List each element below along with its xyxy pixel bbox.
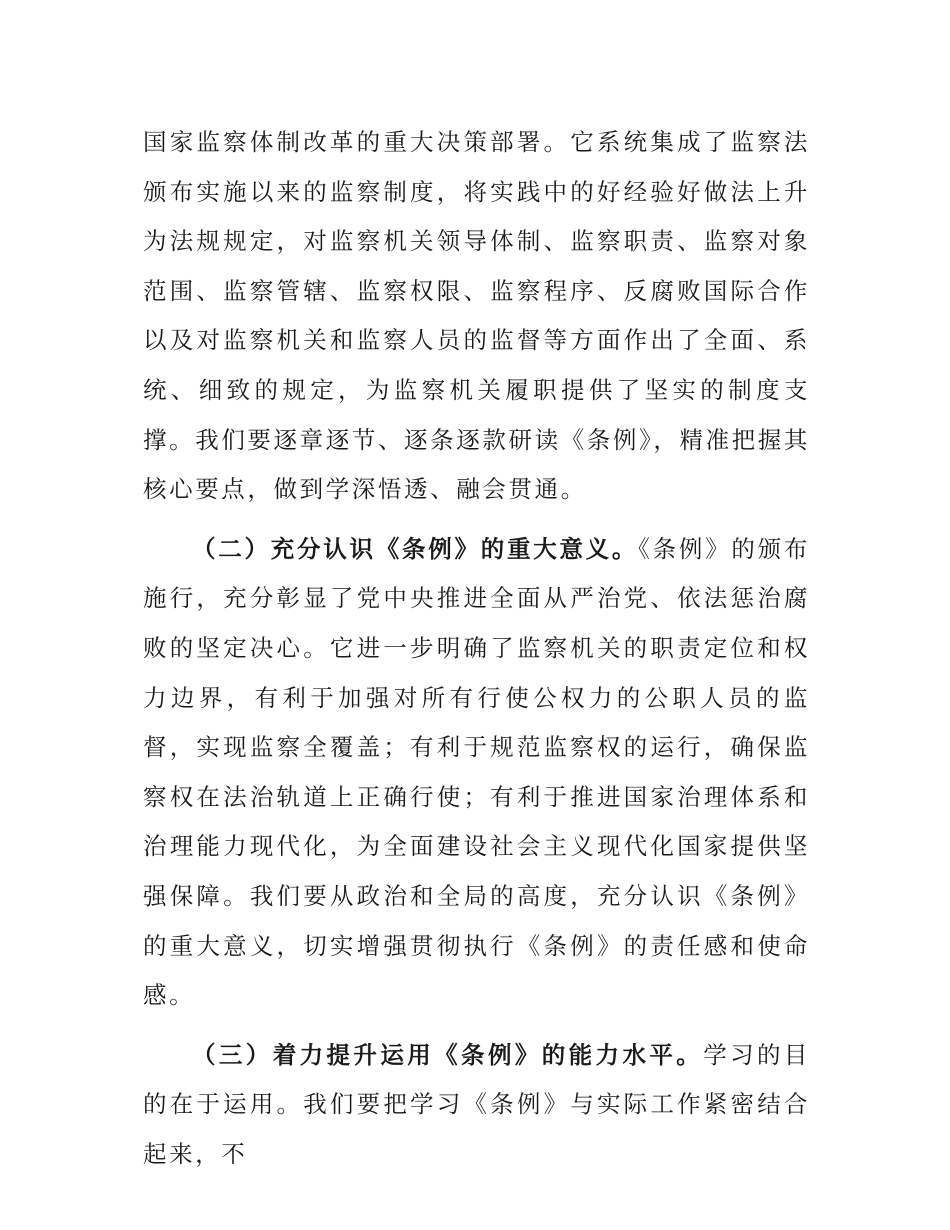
paragraph-2-body: 《条例》的颁布施行，充分彰显了党中央推进全面从严治党、依法惩治腐败的坚定决心。它进一步明确了监察机关的职责定位和权力边界，有利于加强对所有行使公权力的公职人员的监督，实现监察全覆盖；有利于规范监察权的运行，确保监察权在法治轨道上正确行使；有利于推进国家治理体系和治理能力现代化，为全面建设社会主义现代化国家提供坚强保障。我们要从政治和全局的高度，充分认识《条例》的重大意义，切实增强贯彻执行《条例》的责任感和使命感。 xyxy=(143,534,810,1010)
paragraph-1-body: 国家监察体制改革的重大决策部署。它系统集成了监察法颁布实施以来的监察制度，将实践中的好经验好做法上升为法规规定，对监察机关领导体制、监察职责、监察对象范围、监察管辖、监察权限、监察程序、反腐败国际合作以及对监察机关和监察人员的监督等方面作出了全面、系统、细致的规定，为监察机关履职提供了坚实的制度支撑。我们要逐章逐节、逐条逐款研读《条例》，精准把握其核心要点，做到学深悟透、融会贯通。 xyxy=(143,128,810,504)
paragraph-2-heading: （二）充分认识《条例》的重大意义。 xyxy=(192,534,639,563)
document-page xyxy=(143,118,810,1189)
paragraph-3-heading: （三）着力提升运用《条例》的能力水平。 xyxy=(192,1040,704,1069)
paragraph-3-body: 学习的目的在于运用。我们要把学习《条例》与实际工作紧密结合起来，不 xyxy=(143,1040,810,1168)
paragraph-2 xyxy=(143,525,810,1021)
paragraph-3 xyxy=(143,1031,810,1180)
paragraph-1 xyxy=(143,118,810,515)
